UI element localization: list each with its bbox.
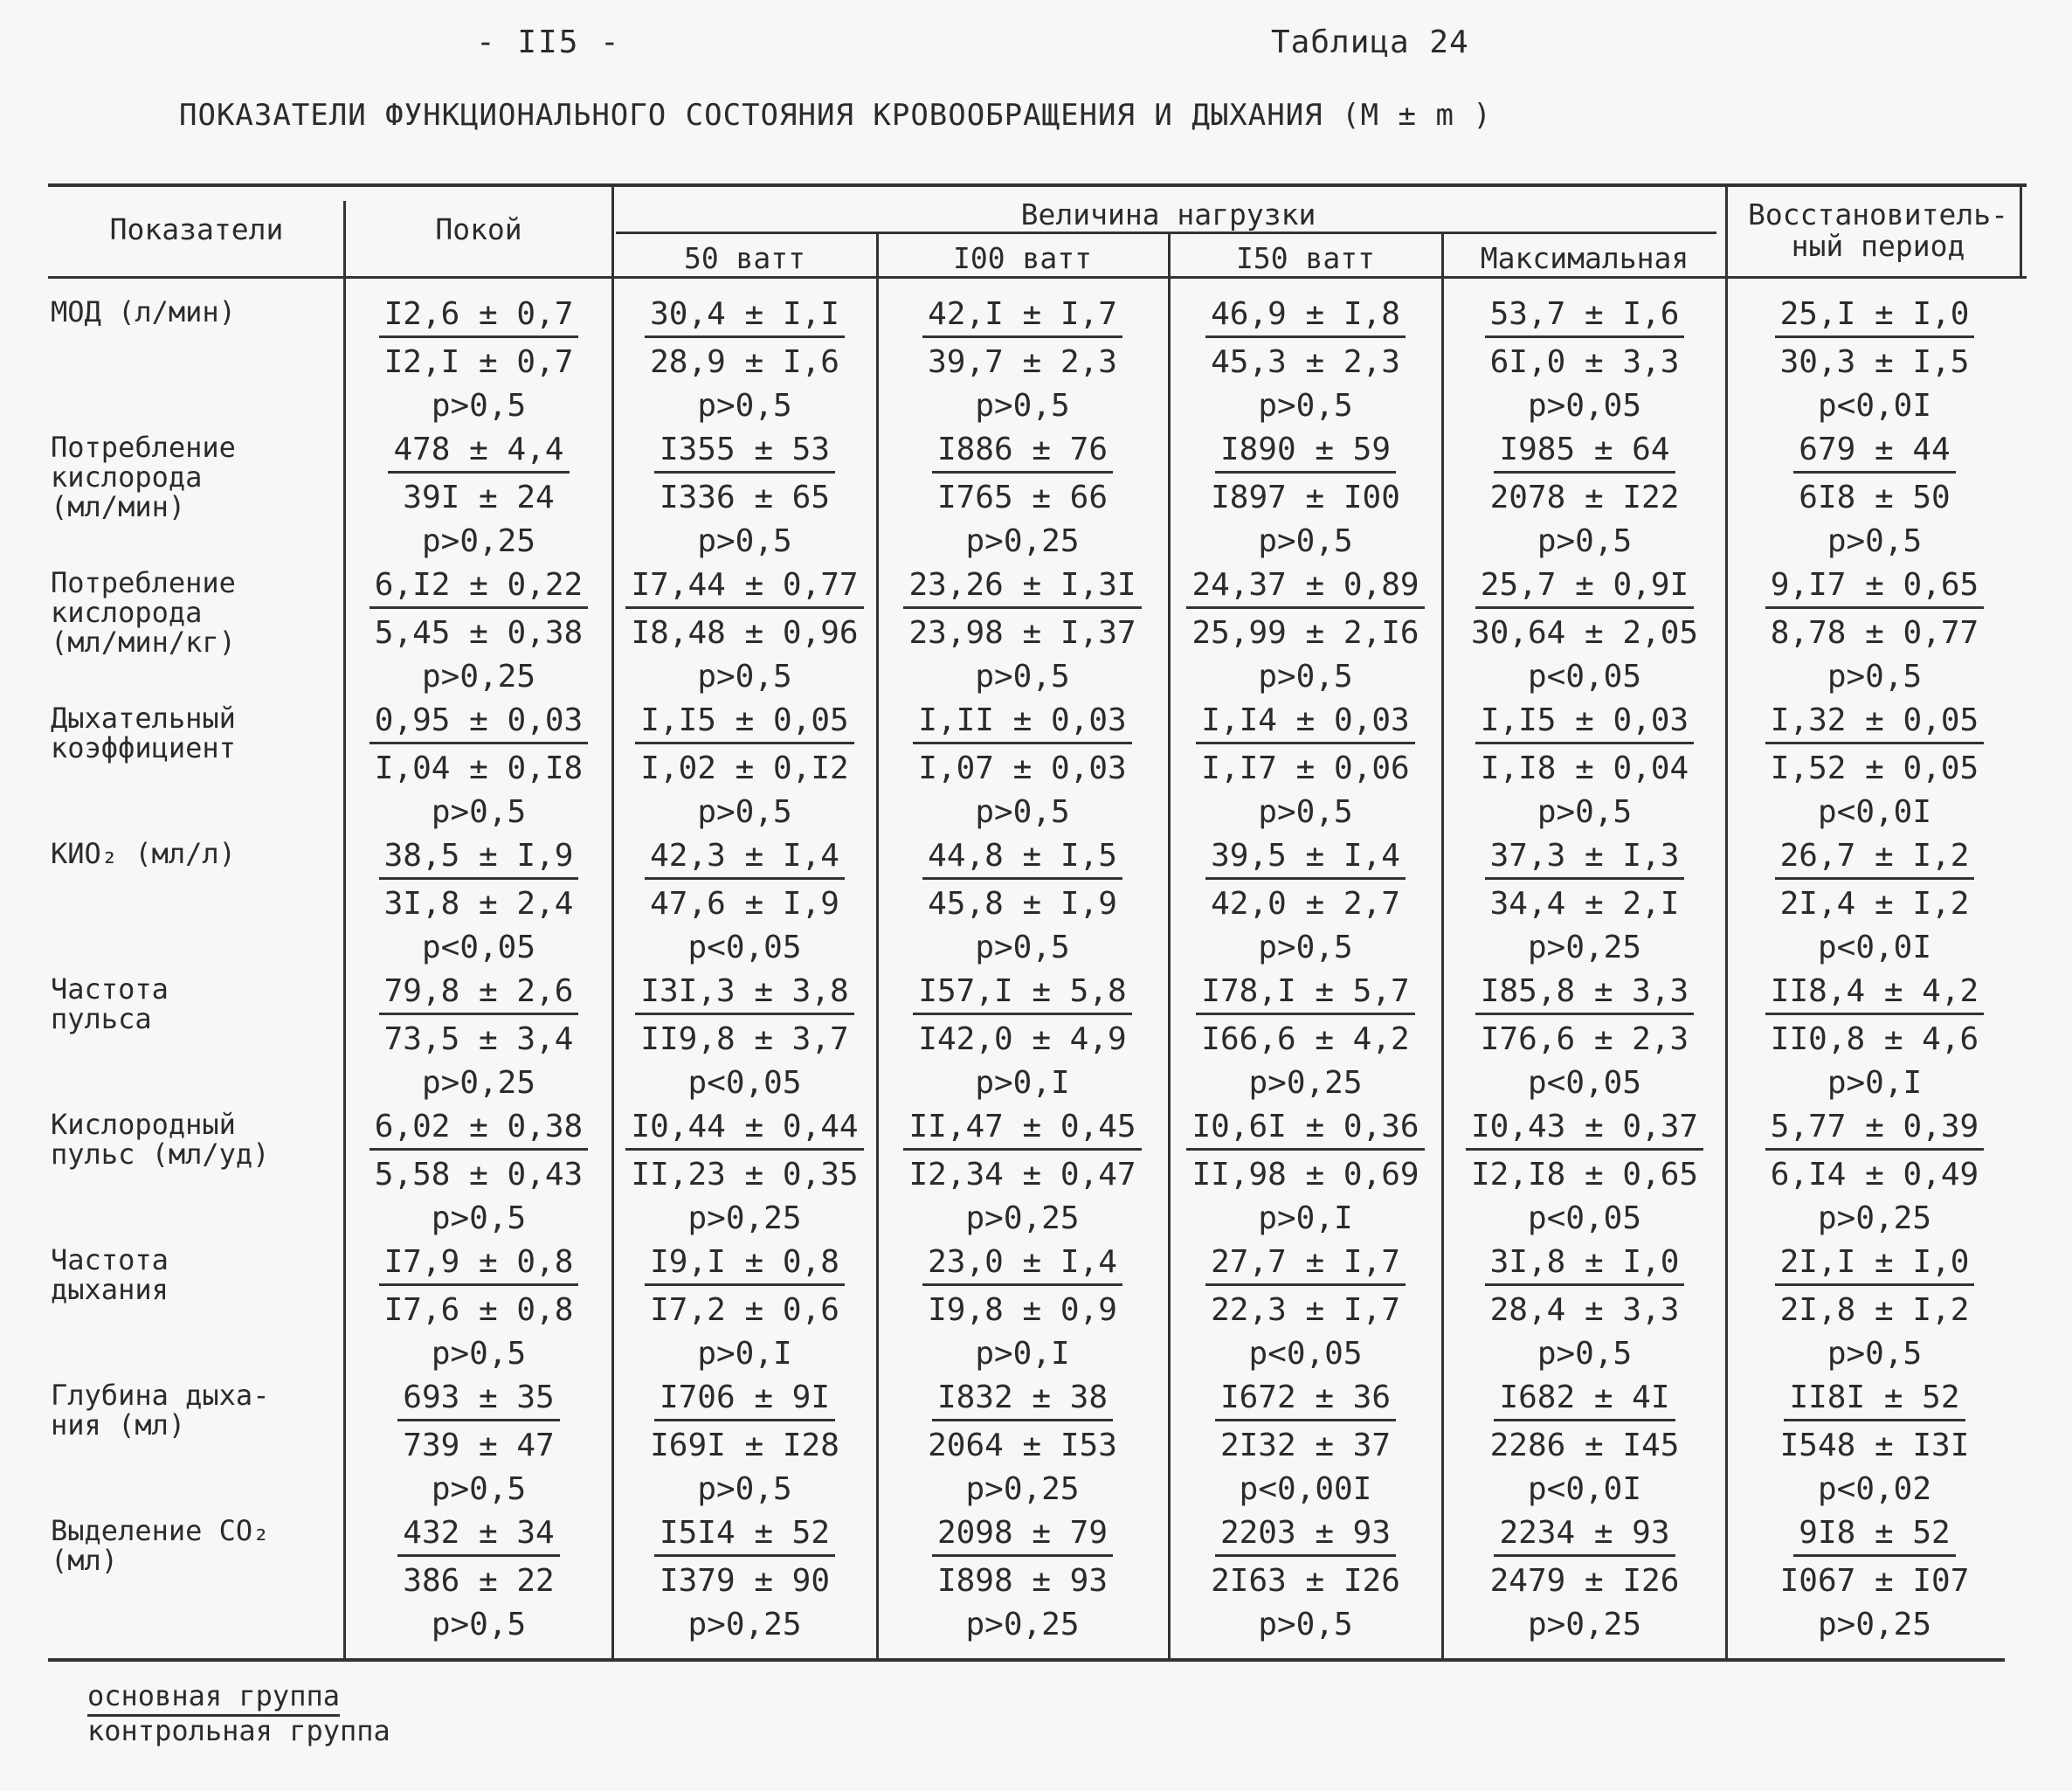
main-group-value: I5I4 ± 52 <box>654 1514 835 1557</box>
value-cell <box>348 1243 610 1375</box>
value-cell <box>616 837 874 969</box>
value-cell <box>1730 972 2020 1104</box>
row-label-line: МОД (л/мин) <box>51 295 236 328</box>
p-value: p>0,5 <box>431 1336 527 1372</box>
row-label <box>51 1110 269 1169</box>
control-group-value: 42,0 ± 2,7 <box>1211 886 1400 922</box>
main-group-value: I0,43 ± 0,37 <box>1466 1108 1703 1151</box>
control-group-value: 6I8 ± 50 <box>1799 480 1951 515</box>
p-value: p>0,5 <box>1258 794 1353 830</box>
p-value: p<0,0I <box>1527 1471 1642 1507</box>
main-group-value: 478 ± 4,4 <box>388 431 569 474</box>
value-cell <box>348 972 610 1104</box>
value-cell <box>881 566 1164 698</box>
control-group-value: 30,64 ± 2,05 <box>1470 615 1699 651</box>
value-cell <box>1446 1379 1723 1511</box>
p-value: p>0,5 <box>975 794 1070 830</box>
value-cell <box>1730 1514 2020 1646</box>
control-group-value: 2I,8 ± I,2 <box>1779 1292 1970 1328</box>
p-value: p>0,5 <box>1258 659 1353 695</box>
main-group-value: 432 ± 34 <box>397 1514 559 1557</box>
row-label-line: Дыхательный <box>51 702 236 735</box>
header-recovery-line2: ный период <box>1791 229 1965 263</box>
control-group-value: I9,8 ± 0,9 <box>928 1292 1117 1328</box>
table-top-rule <box>48 183 2027 187</box>
main-group-value: 25,7 ± 0,9I <box>1475 566 1694 609</box>
main-group-value: I7,9 ± 0,8 <box>379 1243 579 1286</box>
row-label-line: коэффициент <box>51 731 236 764</box>
value-cell <box>881 1243 1164 1375</box>
control-group-value: I897 ± I00 <box>1211 480 1400 515</box>
p-value: p<0,0I <box>1817 388 1932 424</box>
value-cell <box>616 1243 874 1375</box>
p-value: p>0,25 <box>1527 1607 1642 1642</box>
value-cell <box>1172 1108 1439 1240</box>
value-cell <box>1172 1243 1439 1375</box>
control-group-value: 6,I4 ± 0,49 <box>1770 1157 1979 1193</box>
p-value: p>0,5 <box>1258 930 1353 965</box>
main-group-value: II8,4 ± 4,2 <box>1765 972 1984 1015</box>
value-cell <box>616 1108 874 1240</box>
value-cell <box>348 837 610 969</box>
col-rule-5 <box>1441 234 1444 1658</box>
value-cell <box>1172 1379 1439 1511</box>
value-cell <box>1446 566 1723 698</box>
col-rule-6 <box>1725 185 1728 1658</box>
p-value: p>0,5 <box>975 659 1070 695</box>
main-group-value: I57,I ± 5,8 <box>913 972 1131 1015</box>
main-group-value: I9,I ± 0,8 <box>645 1243 845 1286</box>
p-value: p>0,5 <box>1827 523 1923 559</box>
value-cell <box>1730 431 2020 563</box>
main-group-value: 25,I ± I,0 <box>1775 295 1975 338</box>
p-value: p<0,05 <box>687 1065 802 1101</box>
main-group-value: I,I4 ± 0,03 <box>1196 702 1414 744</box>
main-group-value: I672 ± 36 <box>1215 1379 1396 1421</box>
value-cell <box>1172 566 1439 698</box>
value-cell <box>348 702 610 833</box>
p-value: p>0,25 <box>687 1607 802 1642</box>
table-bottom-rule <box>48 1658 2005 1662</box>
main-group-value: 679 ± 44 <box>1793 431 1955 474</box>
row-label-line: Глубина дыха- <box>51 1379 270 1412</box>
control-group-value: 5,45 ± 0,38 <box>374 615 584 651</box>
p-value: p>0,5 <box>697 388 792 424</box>
main-group-value: I706 ± 9I <box>654 1379 835 1421</box>
control-group-value: 3I,8 ± 2,4 <box>383 886 574 922</box>
header-50w: 50 ватт <box>683 241 806 275</box>
p-value: p>0,5 <box>431 794 527 830</box>
value-cell <box>616 702 874 833</box>
p-value: p>0,5 <box>1537 794 1633 830</box>
main-group-value: 9,I7 ± 0,65 <box>1765 566 1984 609</box>
p-value: p<0,00I <box>1239 1471 1372 1507</box>
header-rest: Покой <box>435 212 522 246</box>
row-label-line: дыхания <box>51 1273 169 1306</box>
p-value: p<0,05 <box>1248 1336 1363 1372</box>
value-cell <box>1730 566 2020 698</box>
control-group-value: I,I8 ± 0,04 <box>1480 750 1689 786</box>
value-cell <box>1446 431 1723 563</box>
p-value: p<0,05 <box>421 930 536 965</box>
control-group-value: 22,3 ± I,7 <box>1211 1292 1400 1328</box>
control-group-value: 30,3 ± I,5 <box>1779 344 1970 380</box>
main-group-value: I,I5 ± 0,03 <box>1475 702 1694 744</box>
row-label-line: Выделение CO₂ <box>51 1514 270 1547</box>
p-value: p>0,25 <box>1527 930 1642 965</box>
table-label: Таблица 24 <box>1271 24 1469 60</box>
value-cell <box>1730 1108 2020 1240</box>
main-group-value: 693 ± 35 <box>397 1379 559 1421</box>
main-group-value: 9I8 ± 52 <box>1793 1514 1955 1557</box>
row-label <box>51 703 236 763</box>
main-group-value: 38,5 ± I,9 <box>379 837 579 880</box>
control-group-value: 2286 ± I45 <box>1489 1428 1680 1463</box>
row-label <box>51 568 236 657</box>
p-value: p>0,I <box>1258 1200 1353 1236</box>
p-value: p>0,25 <box>1817 1607 1932 1642</box>
row-label-line: Потребление <box>51 566 236 599</box>
main-group-value: 53,7 ± I,6 <box>1485 295 1685 338</box>
control-group-value: 8,78 ± 0,77 <box>1770 615 1979 651</box>
control-group-value: I,02 ± 0,I2 <box>640 750 849 786</box>
p-value: p>0,5 <box>1258 1607 1353 1642</box>
value-cell <box>1730 1379 2020 1511</box>
value-cell <box>1446 837 1723 969</box>
p-value: p>0,25 <box>421 523 536 559</box>
value-cell <box>616 431 874 563</box>
header-150w: I50 ватт <box>1236 241 1375 275</box>
main-group-value: 46,9 ± I,8 <box>1205 295 1406 338</box>
p-value: p>0,5 <box>1258 523 1353 559</box>
value-cell <box>348 295 610 427</box>
row-label-line: (мл/мин) <box>51 490 186 523</box>
p-value: p>0,25 <box>965 523 1080 559</box>
main-group-value: I,II ± 0,03 <box>913 702 1131 744</box>
main-group-value: 39,5 ± I,4 <box>1205 837 1406 880</box>
control-group-value: 45,8 ± I,9 <box>928 886 1117 922</box>
row-label-line: Частота <box>51 1243 169 1276</box>
control-group-value: 6I,0 ± 3,3 <box>1489 344 1680 380</box>
main-group-value: 37,3 ± I,3 <box>1485 837 1685 880</box>
p-value: p>0,25 <box>965 1607 1080 1642</box>
main-group-value: II8I ± 52 <box>1784 1379 1965 1421</box>
p-value: p>0,I <box>975 1336 1070 1372</box>
control-group-value: 739 ± 47 <box>403 1428 555 1463</box>
p-value: p>0,5 <box>431 1200 527 1236</box>
row-label-line: Потребление <box>51 431 236 464</box>
main-group-value: I2,6 ± 0,7 <box>379 295 579 338</box>
control-group-value: 28,4 ± 3,3 <box>1489 1292 1680 1328</box>
value-cell <box>348 431 610 563</box>
control-group-value: I765 ± 66 <box>936 480 1109 515</box>
p-value: p>0,I <box>697 1336 792 1372</box>
main-group-value: I832 ± 38 <box>932 1379 1113 1421</box>
value-cell <box>881 702 1164 833</box>
header-max: Максимальная <box>1480 241 1689 275</box>
row-label <box>51 432 236 522</box>
value-cell <box>1446 972 1723 1104</box>
value-cell <box>1446 1514 1723 1646</box>
control-group-value: 73,5 ± 3,4 <box>383 1021 574 1057</box>
value-cell <box>881 837 1164 969</box>
control-group-value: I8,48 ± 0,96 <box>631 615 859 651</box>
p-value: p<0,0I <box>1817 930 1932 965</box>
main-group-value: 0,95 ± 0,03 <box>370 702 588 744</box>
control-group-value: I,04 ± 0,I8 <box>374 750 584 786</box>
main-group-value: II,47 ± 0,45 <box>903 1108 1141 1151</box>
page-number: - II5 - <box>476 24 621 60</box>
control-group-value: I548 ± I3I <box>1779 1428 1970 1463</box>
main-group-value: I985 ± 64 <box>1494 431 1675 474</box>
p-value: p>0,25 <box>421 1065 536 1101</box>
row-label <box>51 297 236 327</box>
control-group-value: 25,99 ± 2,I6 <box>1191 615 1419 651</box>
control-group-value: 23,98 ± I,37 <box>908 615 1136 651</box>
main-group-value: 5,77 ± 0,39 <box>1765 1108 1984 1151</box>
row-label-line: ния (мл) <box>51 1408 186 1442</box>
row-label-line: (мл/мин/кг) <box>51 626 236 659</box>
col-rule-3 <box>876 234 879 1658</box>
row-label-line: кислорода <box>51 596 203 629</box>
control-group-value: I067 ± I07 <box>1779 1563 1970 1599</box>
value-cell <box>348 566 610 698</box>
p-value: p<0,05 <box>1527 1065 1642 1101</box>
control-group-value: 386 ± 22 <box>403 1563 555 1599</box>
main-group-value: 3I,8 ± I,0 <box>1485 1243 1685 1286</box>
p-value: p>0,25 <box>687 1200 802 1236</box>
control-group-value: I,07 ± 0,03 <box>918 750 1127 786</box>
value-cell <box>1730 1243 2020 1375</box>
p-value: p>0,5 <box>431 388 527 424</box>
main-group-value: I,32 ± 0,05 <box>1765 702 1984 744</box>
value-cell <box>881 431 1164 563</box>
control-group-value: 2078 ± I22 <box>1489 480 1680 515</box>
main-group-value: 42,3 ± I,4 <box>645 837 845 880</box>
control-group-value: I42,0 ± 4,9 <box>918 1021 1127 1057</box>
value-cell <box>348 1379 610 1511</box>
control-group-value: I2,I8 ± 0,65 <box>1470 1157 1699 1193</box>
control-group-value: II9,8 ± 3,7 <box>640 1021 849 1057</box>
control-group-value: 2I63 ± I26 <box>1211 1563 1400 1599</box>
control-group-value: I336 ± 65 <box>659 480 831 515</box>
col-rule-1 <box>343 201 346 1658</box>
col-rule-2 <box>611 185 614 1658</box>
control-group-value: I,52 ± 0,05 <box>1770 750 1979 786</box>
p-value: p>0,5 <box>1537 1336 1633 1372</box>
control-group-value: I7,2 ± 0,6 <box>650 1292 839 1328</box>
legend-main-group: основная группа <box>87 1679 340 1717</box>
main-group-value: 42,I ± I,7 <box>922 295 1122 338</box>
control-group-value: I898 ± 93 <box>936 1563 1109 1599</box>
control-group-value: 39I ± 24 <box>403 480 555 515</box>
row-label <box>51 974 169 1034</box>
main-group-value: 2234 ± 93 <box>1494 1514 1675 1557</box>
p-value: p<0,0I <box>1817 794 1932 830</box>
value-cell <box>616 295 874 427</box>
legend-control-group: контрольная группа <box>87 1714 390 1747</box>
value-cell <box>616 1379 874 1511</box>
row-label-line: пульс (мл/уд) <box>51 1138 270 1171</box>
row-label <box>51 839 236 868</box>
control-group-value: I2,I ± 0,7 <box>383 344 574 380</box>
value-cell <box>616 1514 874 1646</box>
value-cell <box>1172 295 1439 427</box>
value-cell <box>881 1108 1164 1240</box>
row-label-line: кислорода <box>51 460 203 494</box>
value-cell <box>881 1514 1164 1646</box>
p-value: p>0,25 <box>965 1471 1080 1507</box>
main-group-value: 30,4 ± I,I <box>645 295 845 338</box>
p-value: p>0,05 <box>1527 388 1642 424</box>
p-value: p>0,5 <box>431 1607 527 1642</box>
main-group-value: I682 ± 4I <box>1494 1379 1675 1421</box>
control-group-value: 2I,4 ± I,2 <box>1779 886 1970 922</box>
control-group-value: 2I32 ± 37 <box>1219 1428 1392 1463</box>
control-group-value: 2479 ± I26 <box>1489 1563 1680 1599</box>
row-label-line: Частота <box>51 972 169 1006</box>
main-group-value: I890 ± 59 <box>1215 431 1396 474</box>
control-group-value: 47,6 ± I,9 <box>650 886 839 922</box>
value-cell <box>616 972 874 1104</box>
control-group-value: 5,58 ± 0,43 <box>374 1157 584 1193</box>
control-group-value: I69I ± I28 <box>650 1428 839 1463</box>
control-group-value: I76,6 ± 2,3 <box>1480 1021 1689 1057</box>
value-cell <box>1172 837 1439 969</box>
control-group-value: I379 ± 90 <box>659 1563 831 1599</box>
control-group-value: 45,3 ± 2,3 <box>1211 344 1400 380</box>
p-value: p>0,25 <box>1817 1200 1932 1236</box>
p-value: p>0,25 <box>1248 1065 1363 1101</box>
p-value: p>0,25 <box>965 1200 1080 1236</box>
p-value: p>0,5 <box>431 1471 527 1507</box>
value-cell <box>1730 702 2020 833</box>
header-indicators: Показатели <box>109 212 284 246</box>
value-cell <box>1730 837 2020 969</box>
control-group-value: II,23 ± 0,35 <box>631 1157 859 1193</box>
control-group-value: I2,34 ± 0,47 <box>908 1157 1136 1193</box>
p-value: p>0,5 <box>1827 1336 1923 1372</box>
main-group-value: I355 ± 53 <box>654 431 835 474</box>
value-cell <box>1172 972 1439 1104</box>
control-group-value: II0,8 ± 4,6 <box>1770 1021 1979 1057</box>
control-group-value: II,98 ± 0,69 <box>1191 1157 1419 1193</box>
p-value: p>0,5 <box>1258 388 1353 424</box>
row-label-line: (мл) <box>51 1544 119 1577</box>
header-load: Величина нагрузки <box>1020 197 1316 232</box>
main-group-value: 6,I2 ± 0,22 <box>370 566 588 609</box>
main-group-value: 44,8 ± I,5 <box>922 837 1122 880</box>
main-group-value: I7,44 ± 0,77 <box>625 566 863 609</box>
value-cell <box>1730 295 2020 427</box>
main-group-value: I886 ± 76 <box>932 431 1113 474</box>
col-rule-4 <box>1168 234 1171 1658</box>
main-group-value: 2098 ± 79 <box>932 1514 1113 1557</box>
control-group-value: I66,6 ± 4,2 <box>1201 1021 1410 1057</box>
p-value: p<0,05 <box>1527 659 1642 695</box>
control-group-value: I7,6 ± 0,8 <box>383 1292 574 1328</box>
row-label-line: Кислородный <box>51 1108 236 1141</box>
p-value: p>0,5 <box>1827 659 1923 695</box>
p-value: p<0,05 <box>1527 1200 1642 1236</box>
main-group-value: 79,8 ± 2,6 <box>379 972 579 1015</box>
value-cell <box>881 1379 1164 1511</box>
main-group-value: 6,02 ± 0,38 <box>370 1108 588 1151</box>
main-group-value: I0,6I ± 0,36 <box>1186 1108 1424 1151</box>
p-value: p>0,5 <box>697 1471 792 1507</box>
document-title: ПОКАЗАТЕЛИ ФУНКЦИОНАЛЬНОГО СОСТОЯНИЯ КРОВООБРАЩЕНИЯ И ДЫХАНИЯ (М ± m ) <box>179 98 1492 133</box>
load-subheader-rule <box>616 232 1716 234</box>
main-group-value: I85,8 ± 3,3 <box>1475 972 1694 1015</box>
main-group-value: 24,37 ± 0,89 <box>1186 566 1424 609</box>
value-cell <box>881 295 1164 427</box>
p-value: p>0,I <box>1827 1065 1923 1101</box>
control-group-value: 28,9 ± I,6 <box>650 344 839 380</box>
main-group-value: 26,7 ± I,2 <box>1775 837 1975 880</box>
p-value: p>0,25 <box>421 659 536 695</box>
control-group-value: 39,7 ± 2,3 <box>928 344 1117 380</box>
control-group-value: I,I7 ± 0,06 <box>1201 750 1410 786</box>
row-label-line: пульса <box>51 1002 152 1035</box>
value-cell <box>348 1514 610 1646</box>
main-group-value: I,I5 ± 0,05 <box>635 702 853 744</box>
row-label <box>51 1380 269 1440</box>
main-group-value: I0,44 ± 0,44 <box>625 1108 863 1151</box>
value-cell <box>616 566 874 698</box>
value-cell <box>1172 431 1439 563</box>
header-recovery <box>1730 199 2027 262</box>
p-value: p<0,05 <box>687 930 802 965</box>
p-value: p>0,5 <box>1537 523 1633 559</box>
control-group-value: 34,4 ± 2,I <box>1489 886 1680 922</box>
main-group-value: 2203 ± 93 <box>1215 1514 1396 1557</box>
p-value: p>0,I <box>975 1065 1070 1101</box>
main-group-value: I3I,3 ± 3,8 <box>635 972 853 1015</box>
value-cell <box>1446 295 1723 427</box>
header-100w: I00 ватт <box>953 241 1092 275</box>
main-group-value: 27,7 ± I,7 <box>1205 1243 1406 1286</box>
main-group-value: 2I,I ± I,0 <box>1775 1243 1975 1286</box>
main-group-value: I78,I ± 5,7 <box>1196 972 1414 1015</box>
p-value: p>0,5 <box>975 388 1070 424</box>
value-cell <box>1446 702 1723 833</box>
value-cell <box>1446 1108 1723 1240</box>
p-value: p>0,5 <box>975 930 1070 965</box>
p-value: p>0,5 <box>697 794 792 830</box>
value-cell <box>881 972 1164 1104</box>
value-cell <box>1172 1514 1439 1646</box>
row-label <box>51 1245 169 1304</box>
value-cell <box>1172 702 1439 833</box>
p-value: p>0,5 <box>697 523 792 559</box>
row-label <box>51 1516 269 1575</box>
main-group-value: 23,26 ± I,3I <box>903 566 1141 609</box>
value-cell <box>348 1108 610 1240</box>
p-value: p<0,02 <box>1817 1471 1932 1507</box>
value-cell <box>1446 1243 1723 1375</box>
row-label-line: КИО₂ (мл/л) <box>51 837 236 870</box>
control-group-value: 2064 ± I53 <box>928 1428 1117 1463</box>
header-recovery-line1: Восстановитель- <box>1747 197 2008 232</box>
p-value: p>0,5 <box>697 659 792 695</box>
main-group-value: 23,0 ± I,4 <box>922 1243 1122 1286</box>
